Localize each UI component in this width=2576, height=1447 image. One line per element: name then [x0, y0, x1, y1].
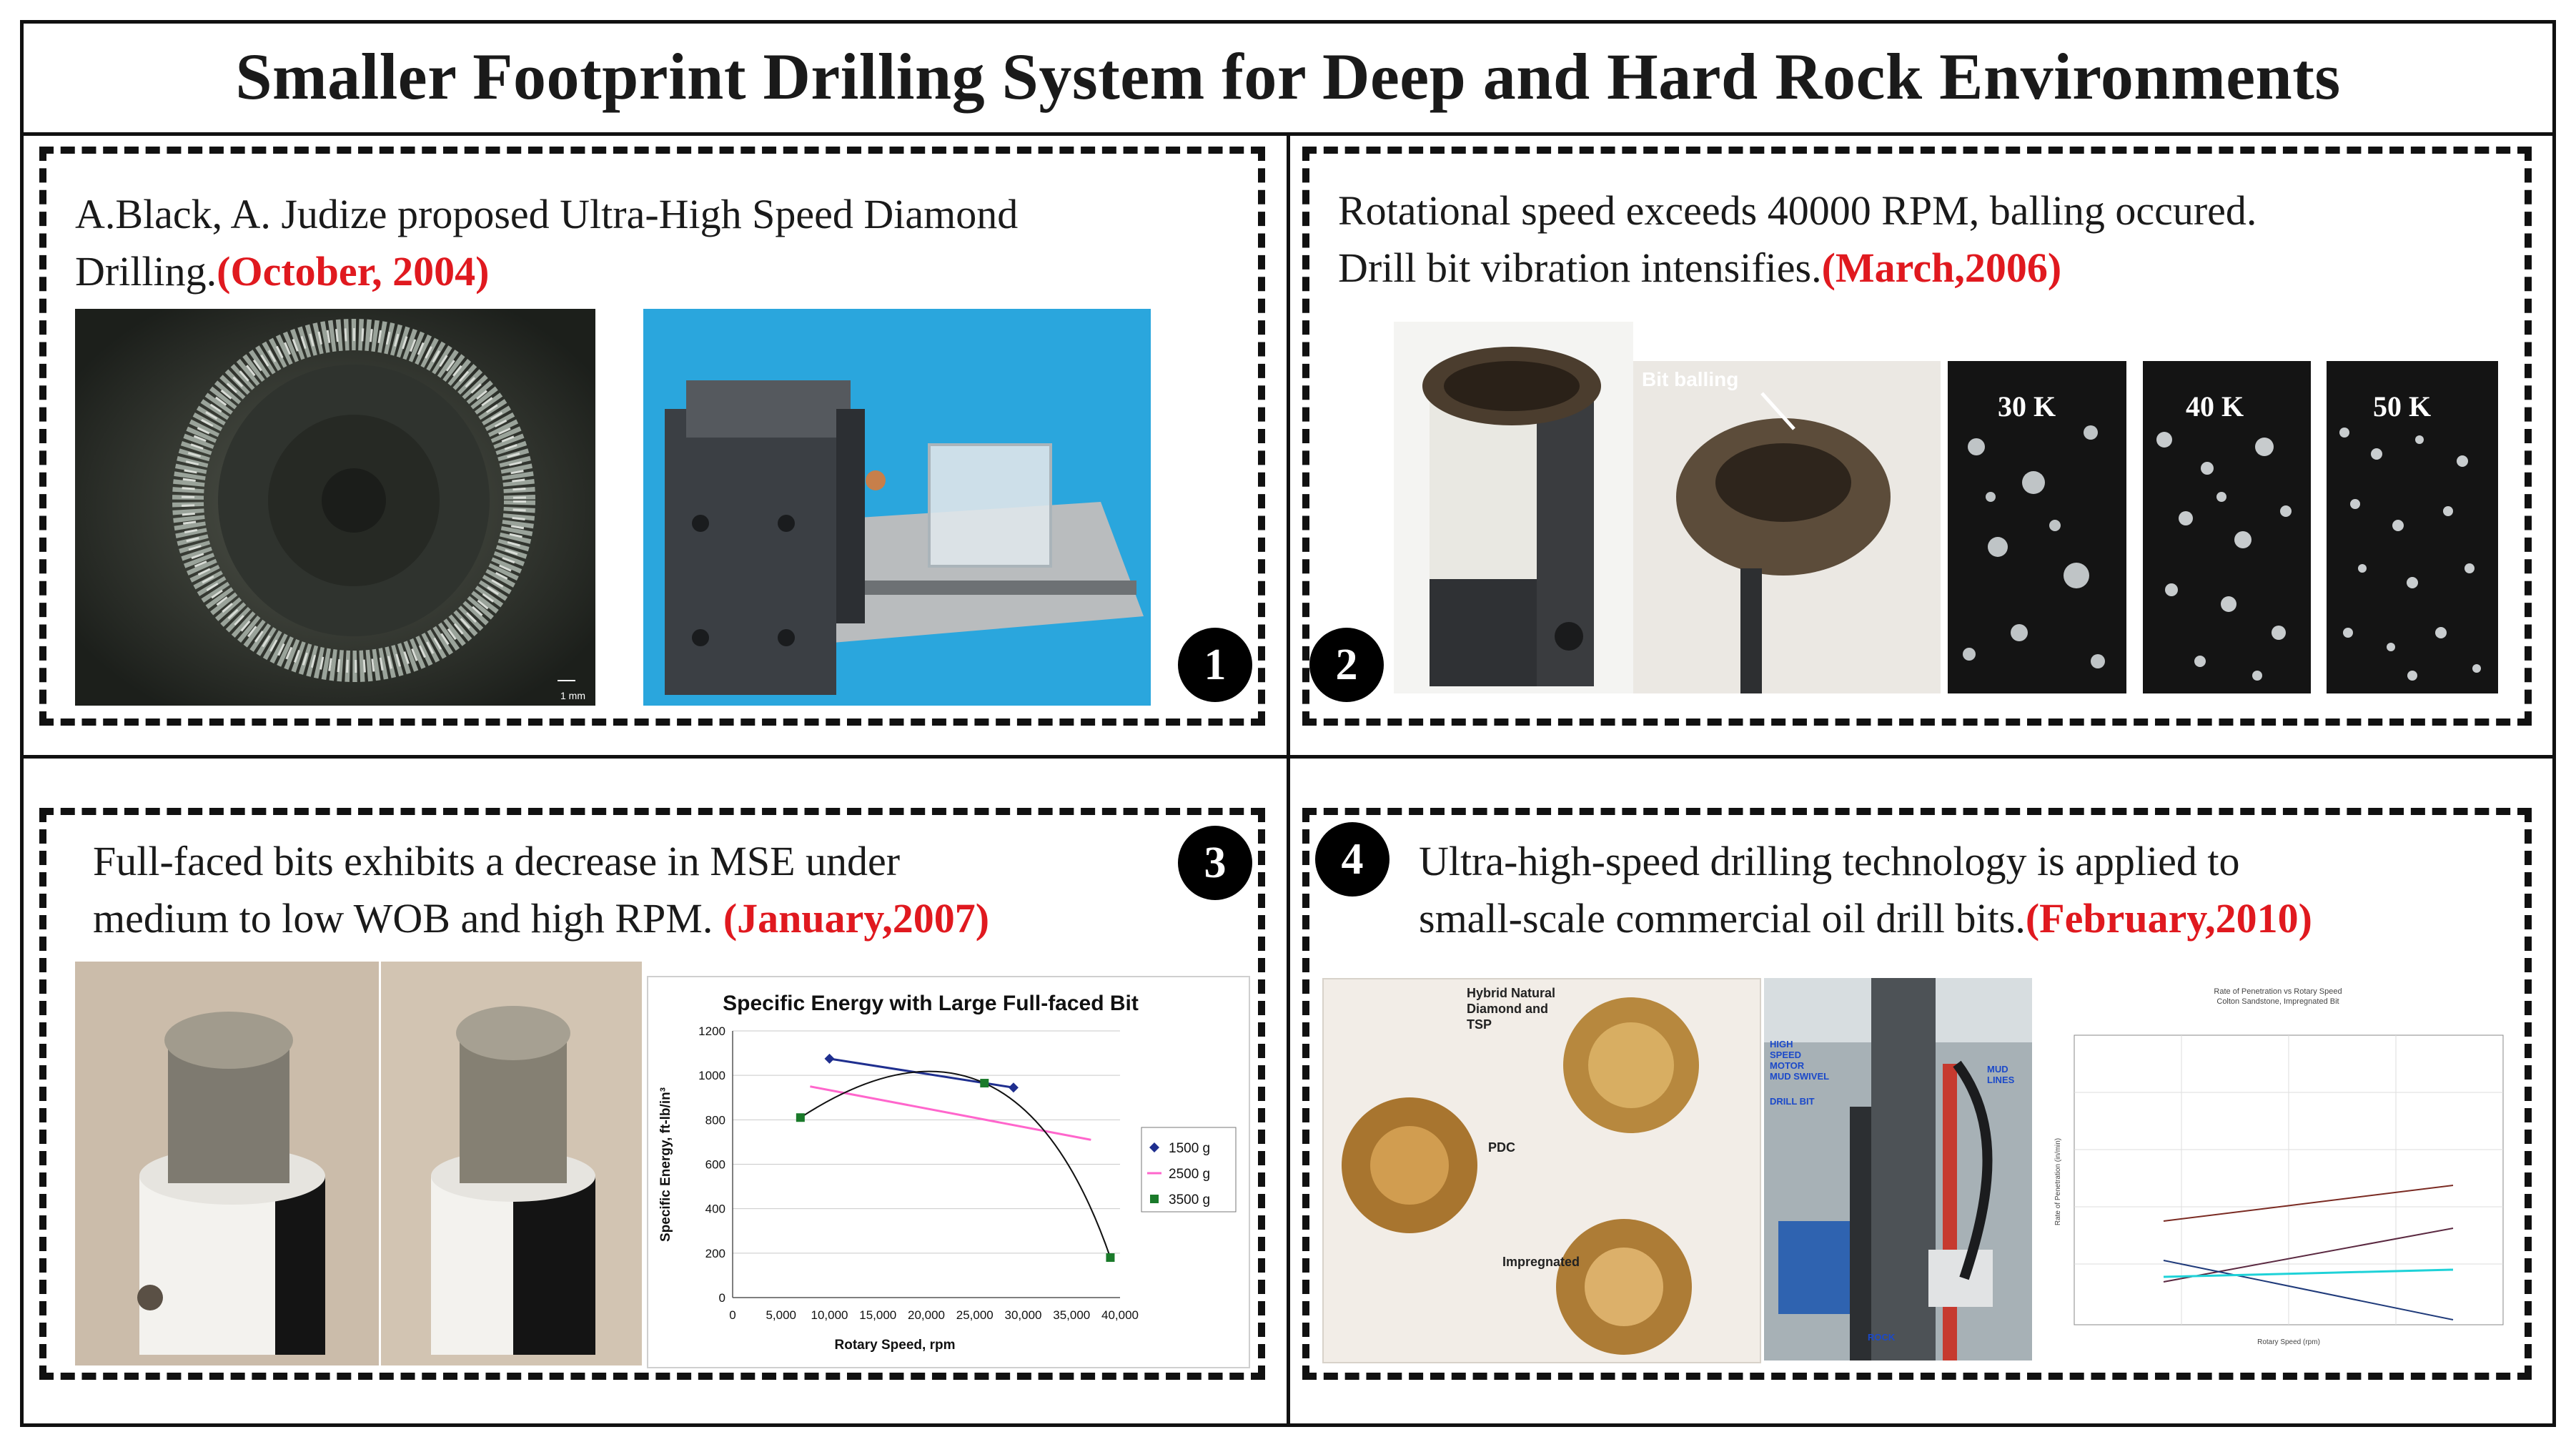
- pdc-bit-label: PDC: [1488, 1140, 1516, 1155]
- micrograph-40k: [2143, 361, 2311, 693]
- x-tick-label: 20,000: [908, 1308, 945, 1322]
- bit-balling-label: Bit balling: [1642, 368, 1739, 390]
- horizontal-divider: [20, 755, 2556, 759]
- commercial-bits-photo: [1322, 978, 1761, 1363]
- rop-chart-subtitle: Colton Sandstone, Impregnated Bit: [2216, 997, 2339, 1006]
- panel-3-number-badge: 3: [1178, 826, 1252, 900]
- panel-1-caption-line1: A.Black, A. Judize proposed Ultra-High Speed Diamond: [75, 191, 1019, 237]
- panel-4-caption-line2: small-scale commercial oil drill bits.: [1419, 895, 2026, 942]
- x-tick-label: 0: [729, 1308, 736, 1322]
- x-tick-label: 40,000: [1101, 1308, 1139, 1322]
- x-tick-label: 25,000: [956, 1308, 994, 1322]
- panel-3-caption-line1: Full-faced bits exhibits a decrease in MSE under: [93, 838, 901, 884]
- rop-chart-x-label: Rotary Speed (rpm): [2257, 1338, 2320, 1346]
- y-tick-label: 400: [705, 1202, 725, 1216]
- hybrid-bit-label: [1467, 985, 1555, 1032]
- y-tick-label: 600: [705, 1157, 725, 1172]
- x-tick-label: 5,000: [766, 1308, 797, 1322]
- scale-bar-label: 1 mm: [560, 690, 585, 701]
- y-tick-label: 800: [705, 1113, 725, 1127]
- x-tick-label: 30,000: [1004, 1308, 1042, 1322]
- panel-2-caption-line2: Drill bit vibration intensifies.: [1338, 245, 1822, 291]
- panel-1-date: (October, 2004): [217, 248, 490, 295]
- y-tick-label: 0: [718, 1291, 725, 1305]
- full-faced-bit-photo-right: [381, 962, 642, 1365]
- full-faced-bit-photo-left: [75, 962, 379, 1365]
- legend-label: 1500 g: [1169, 1141, 1211, 1156]
- chart-x-axis-label: Rotary Speed, rpm: [834, 1338, 956, 1353]
- chart-title: Specific Energy with Large Full-faced Bit: [723, 992, 1139, 1015]
- micrograph-30k-label: 30 K: [1998, 390, 2056, 423]
- legend-label: 3500 g: [1169, 1192, 1211, 1208]
- x-tick-label: 35,000: [1053, 1308, 1091, 1322]
- rig-label-rock: ROCK: [1868, 1332, 1896, 1343]
- chart-y-axis-label: Specific Energy, ft-lb/in³: [658, 1087, 673, 1243]
- panel-1-caption-line2: Drilling.: [75, 248, 217, 295]
- rig-label-mud-swivel: MUD SWIVEL: [1770, 1071, 1830, 1082]
- panel-2-caption-line1: Rotational speed exceeds 40000 RPM, balling occured.: [1338, 187, 2257, 234]
- series-line-2: [810, 1087, 1091, 1140]
- data-point: [1106, 1253, 1114, 1262]
- worn-core-bit-photo: [1394, 322, 1633, 693]
- specific-energy-chart: [647, 976, 1250, 1368]
- data-point: [980, 1079, 989, 1087]
- panel-3-caption-line2: medium to low WOB and high RPM.: [93, 895, 723, 942]
- rop-chart-title: Rate of Penetration vs Rotary Speed: [2214, 987, 2342, 996]
- panel-3-date: (January,2007): [723, 895, 990, 942]
- impregnated-bit-label: Impregnated: [1502, 1255, 1580, 1269]
- panel-3-caption: [93, 833, 989, 947]
- panel-2-date: (March,2006): [1821, 245, 2062, 291]
- panel-4-caption-line1: Ultra-high-speed drilling technology is applied to: [1419, 838, 2240, 884]
- y-tick-label: 200: [705, 1246, 725, 1260]
- panel-4-date: (February,2010): [2025, 895, 2312, 942]
- legend-label: 2500 g: [1169, 1167, 1211, 1182]
- hybrid-bit-label-line1: Hybrid Natural: [1467, 986, 1556, 1000]
- drilling-test-rig-photo: [643, 309, 1151, 706]
- micrograph-50k: [2327, 361, 2498, 693]
- rop-chart-y-label: Rate of Penetration (in/min): [2054, 1137, 2062, 1226]
- data-point: [796, 1113, 805, 1122]
- rate-of-penetration-chart: [2038, 978, 2517, 1360]
- micrograph-40k-label: 40 K: [2186, 390, 2244, 423]
- y-tick-label: 1200: [698, 1024, 725, 1038]
- data-point: [825, 1054, 835, 1064]
- hybrid-bit-label-line3: TSP: [1467, 1017, 1492, 1032]
- panel-2-caption: [1338, 182, 2257, 297]
- core-bit-top-view-photo: [75, 309, 595, 706]
- data-point: [1009, 1082, 1019, 1092]
- bit-balling-photo: [1633, 361, 1941, 693]
- rig-label-high-speed-motor: HIGH SPEED MOTOR: [1770, 1039, 1805, 1071]
- panel-1-caption: [75, 186, 1018, 300]
- y-tick-label: 1000: [698, 1069, 725, 1083]
- legend-marker: [1150, 1195, 1159, 1203]
- high-speed-rig-photo: [1764, 978, 2032, 1360]
- figure-title: Smaller Footprint Drilling System for Deep and Hard Rock Environments: [20, 20, 2556, 136]
- vertical-divider: [1287, 133, 1290, 1427]
- hybrid-bit-label-line2: Diamond and: [1467, 1002, 1549, 1016]
- panel-2-number-badge: 2: [1309, 628, 1384, 702]
- micrograph-30k: [1948, 361, 2126, 693]
- panel-4-caption: [1419, 833, 2312, 947]
- rig-label-mud-lines: MUD LINES: [1987, 1064, 2015, 1085]
- panel-4-number-badge: 4: [1315, 822, 1389, 897]
- micrograph-50k-label: 50 K: [2373, 390, 2432, 423]
- x-tick-label: 15,000: [859, 1308, 897, 1322]
- panel-1-number-badge: 1: [1178, 628, 1252, 702]
- x-tick-label: 10,000: [811, 1308, 848, 1322]
- rig-label-drill-bit: DRILL BIT: [1770, 1096, 1815, 1107]
